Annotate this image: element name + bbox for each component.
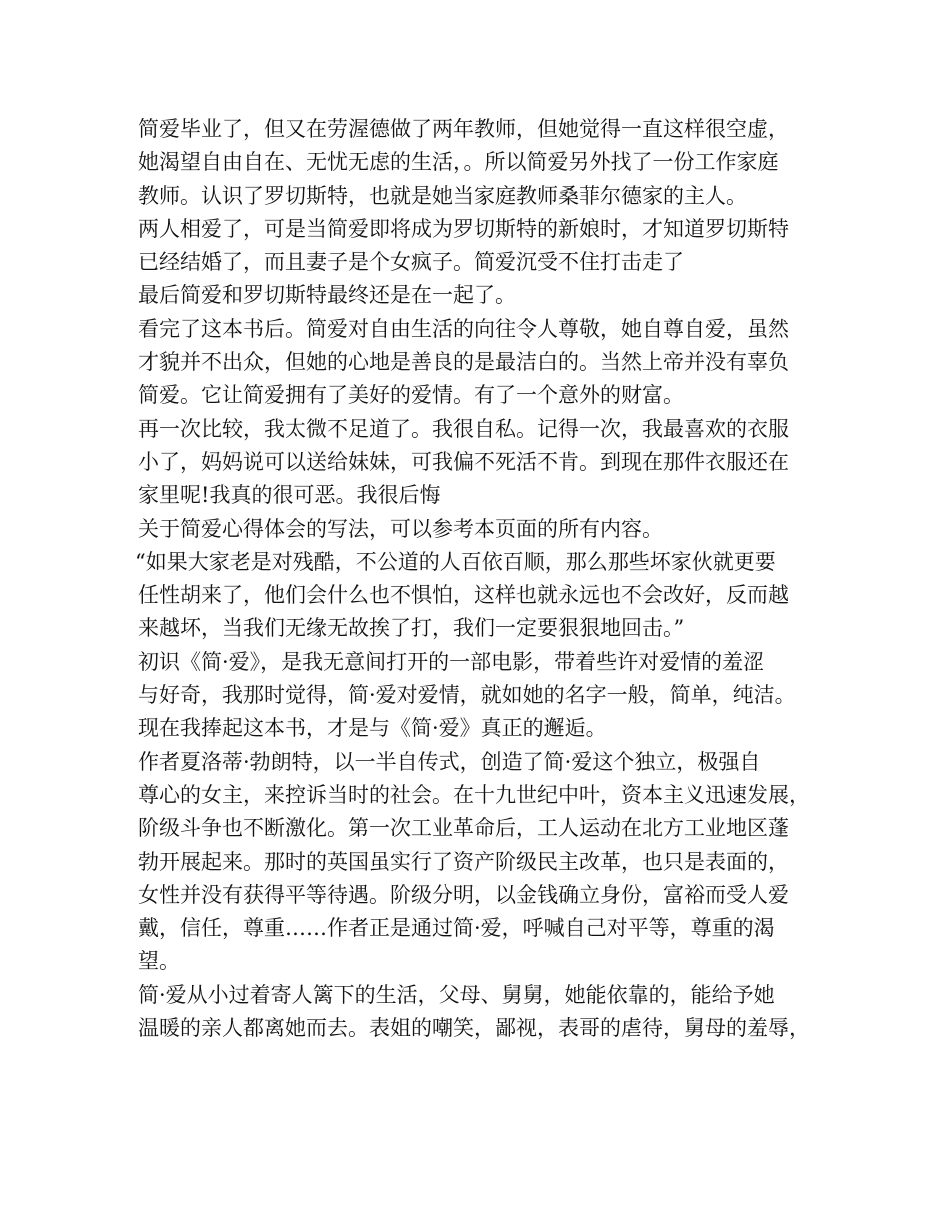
text-line: 戴，信任，尊重……作者正是通过简·爱，呼喊自己对平等，尊重的渴 — [138, 916, 775, 941]
text-line: 简爱。它让简爱拥有了美好的爱情。有了一个意外的财富。 — [138, 383, 684, 408]
text-line: 教师。认识了罗切斯特，也就是她当家庭教师桑菲尔德家的主人。 — [138, 183, 747, 208]
text-line: 家里呢!我真的很可恶。我很后悔 — [138, 483, 441, 508]
text-line: 才貌并不出众，但她的心地是善良的是最洁白的。当然上帝并没有辜负 — [138, 350, 789, 375]
text-line: 她渴望自由自在、无忧无虑的生活，。所以简爱另外找了一份工作家庭 — [138, 150, 779, 175]
text-line: 阶级斗争也不断激化。第一次工业革命后，工人运动在北方工业地区蓬 — [138, 816, 789, 841]
text-line: 简爱毕业了，但又在劳渥德做了两年教师，但她觉得一直这样很空虚， — [138, 117, 789, 141]
text-line: 两人相爱了，可是当简爱即将成为罗切斯特的新娘时，才知道罗切斯特 — [138, 216, 789, 241]
text-line: 作者夏洛蒂·勃朗特，以一半自传式，创造了简·爱这个独立，极强自 — [138, 749, 761, 774]
text-line: 温暖的亲人都离她而去。表姐的嘲笑，鄙视，表哥的虐待，舅母的羞辱， — [138, 1016, 810, 1041]
text-line: 小了，妈妈说可以送给妹妹，可我偏不死活不肯。到现在那件衣服还在 — [138, 449, 789, 474]
text-line: 女性并没有获得平等待遇。阶级分明，以金钱确立身份，富裕而受人爱 — [138, 882, 789, 907]
text-line: 现在我捧起这本书，才是与《简·爱》真正的邂逅。 — [138, 716, 607, 741]
text-line: 初识《简·爱》，是我无意间打开的一部电影，带着些许对爱情的羞涩 — [138, 649, 765, 674]
text-line: 再一次比较，我太微不足道了。我很自私。记得一次，我最喜欢的衣服 — [138, 416, 789, 441]
text-line: 勃开展起来。那时的英国虽实行了资产阶级民主改革，也只是表面的， — [138, 849, 789, 874]
text-line: 关于简爱心得体会的写法，可以参考本页面的所有内容。 — [138, 516, 663, 541]
text-line: “如果大家老是对残酷，不公道的人百依百顺，那么那些坏家伙就更要 — [135, 549, 776, 574]
text-line: 最后简爱和罗切斯特最终还是在一起了。 — [138, 283, 516, 308]
text-line: 与好奇，我那时觉得，简·爱对爱情，就如她的名字一般，简单，纯洁。 — [138, 683, 796, 708]
text-line: 尊心的女主，来控诉当时的社会。在十九世纪中叶，资本主义迅速发展， — [138, 782, 810, 807]
text-line: 简·爱从小过着寄人篱下的生活，父母、舅舅，她能依靠的，能给予她 — [138, 982, 775, 1007]
text-line: 来越坏，当我们无缘无故挨了打，我们一定要狠狠地回击。” — [138, 616, 685, 641]
text-line: 望。 — [138, 949, 180, 974]
document-body — [135, 113, 838, 1045]
text-line: 任性胡来了，他们会什么也不惧怕，这样也就永远也不会改好，反而越 — [138, 583, 789, 608]
text-line: 已经结婚了，而且妻子是个女疯子。简爱沉受不住打击走了 — [138, 250, 684, 275]
text-line: 看完了这本书后。简爱对自由生活的向往令人尊敬，她自尊自爱，虽然 — [138, 316, 789, 341]
